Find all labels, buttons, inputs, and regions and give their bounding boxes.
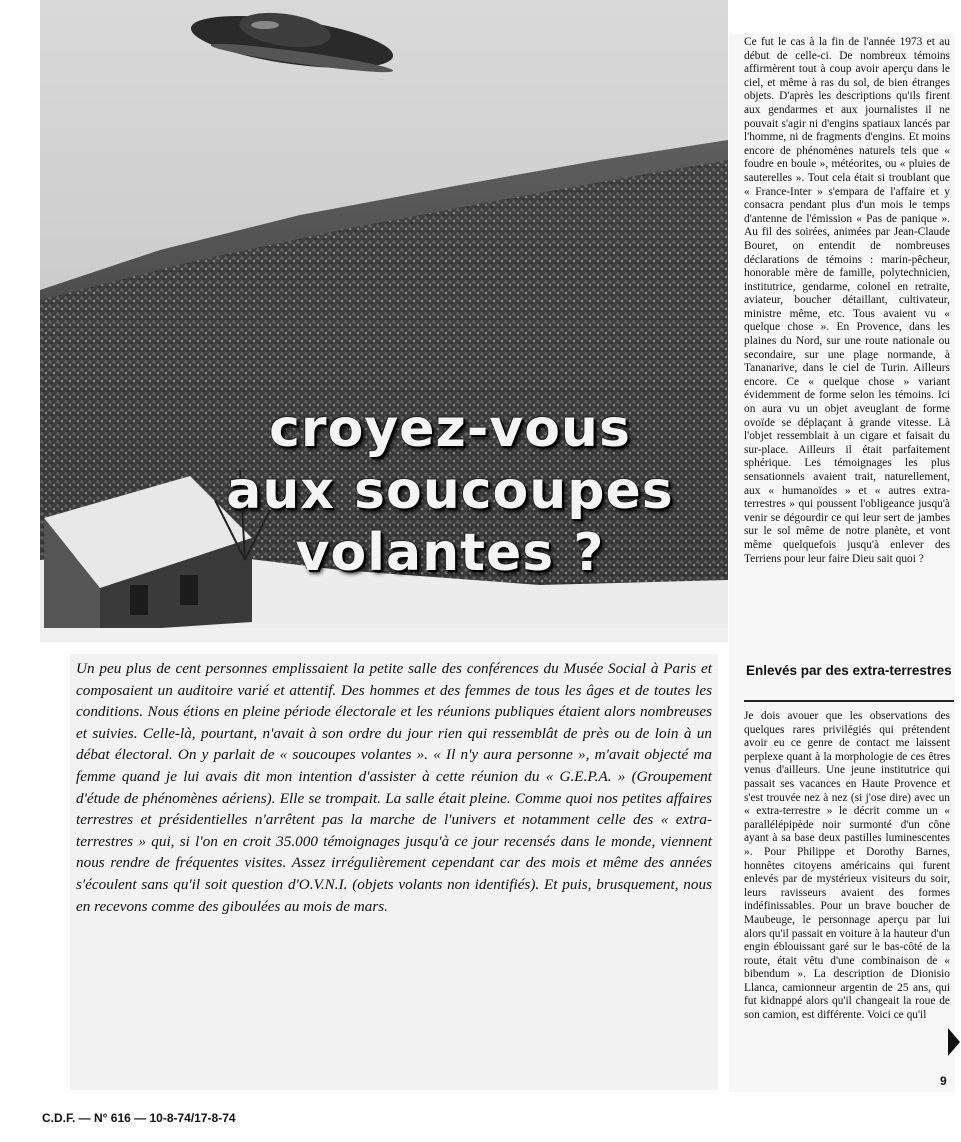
intro-paragraph: Un peu plus de cent personnes emplissaient la petite salle des conférences du Musée Social à Paris et composaient un auditoire varié et attentif. Des hommes et des femmes de tous les âges et de toutes les conditions. Nous étions en pleine période électorale et les réunions publiques étaient alors nombreuses et suivies. Celle-là, pourtant, n'avait à son ordre du jour rien qui ressemblât de près ou de loin à un débat électoral. On y parlait de « soucoupes volantes ». « Il n'y aura personne », m'avait objecté ma femme quand je lui avais dit mon intention d'assister à cette réunion du « G.E.P.A. » (Groupement d'étude de phénomènes aériens). Elle se trompait. La salle était pleine. Comme quoi nos petites affaires terrestres et présidentielles n'arrêtent pas la marche de l'univers et notamment celle des « extra-terrestres » qui, si l'on en croit 35.000 témoignages jusqu'à ce jour recensés dans le monde, viennent nous rendre de fréquentes visites. Assez irrégulièrement cependant car des mois et même des années s'écoulent sans qu'il soit question d'O.V.N.I. (objets volants non identifiés). Et puis, brusquement, nous en recevons comme des giboulées au mois de mars.: [70, 654, 718, 1090]
section-subheading: Enlevés par des extra-terrestres: [746, 663, 952, 678]
headline-line-1: croyez-vous: [269, 399, 631, 459]
article-headline: [180, 398, 720, 584]
page-number: 9: [940, 1074, 947, 1088]
headline-line-3: volantes ?: [295, 523, 605, 583]
issue-footer: C.D.F. — N° 616 — 10-8-74/17-8-74: [42, 1111, 236, 1125]
column-body-top: Ce fut le cas à la fin de l'année 1973 et au début de celle-ci. De nombreux témoins affirmèrent tout à coup avoir aperçu dans le ciel, et même à ras du sol, de bien étranges objets. D'après les descriptions qu'ils firent aux gendarmes et aux journalistes il ne pouvait s'agir ni d'engins spatiaux lancés par l'homme, ni de fragments d'engins. Et moins encore de phénomènes naturels tels que « foudre en boule », météorites, ou « pluies de sauterelles ». Tout cela était si troublant que « France-Inter » s'empara de l'affaire et y consacra pendant plus d'un mois le temps d'antenne de l'émission « Pas de panique ». Au fil des soirées, animées par Jean-Claude Bouret, on entendit de nombreuses déclarations de témoins : marin-pêcheur, honorable mère de famille, polytechnicien, institutrice, gendarme, colonel en retraite, aviateur, boucher détaillant, cultivateur, ministre même, etc. Tous avaient vu « quelque chose ». En Provence, dans les plaines du Nord, sur une route nationale ou secondaire, sur une plage normande, à Tananarive, dans le ciel de Turin. Ailleurs encore. Ce « quelque chose » variant évidemment de forme selon les témoins. Ici on aura vu un objet aveuglant de forme ovoïde se déplaçant à grande vitesse. Là l'objet ressemblait à un cigare et faisait du sur-place. Ailleurs il était parfaitement sphérique. Les témoignages les plus sensationnels avaient trait, naturellement, aux « humanoïdes » et « autres extra-terrestres » qui poussent l'obligeance jusqu'à venir se dégourdir ce qui leur sert de jambes sur le sol même de notre planète, et vont même quelquefois jusqu'à enlever des Terriens pour leur faire Dieu sait quoi ?: [744, 36, 950, 565]
headline-line-2: aux soucoupes: [226, 461, 674, 521]
continue-arrow-icon: [948, 1028, 960, 1056]
column-body-bottom: Je dois avouer que les observations des quelques rares privilégiés qui prétendent avoir eu ce genre de contact me laissent perplexe quant à la morphologie de ces êtres venus d'ailleurs. Une jeune institutrice qui passait ses vacances en Haute Provence et s'est trouvée nez à nez (si j'ose dire) avec un « extra-terrestre » le décrit comme un « parallélépipède noir surmonté d'un cône ayant à sa base deux pastilles luminescentes ». Pour Philippe et Dorothy Barnes, honnêtes citoyens américains qui furent enlevés par de mystérieux visiteurs du soir, leurs ravisseurs avaient des formes indéfinissables. Pour un brave boucher de Maubeuge, le personnage aperçu par lui alors qu'il passait en voiture à la hauteur d'un engin éblouissant garé sur le bas-côté de la route, était vêtu d'une combinaison de « bibendum ». La description de Dionisio Llanca, camionneur argentin de 25 ans, qui fut kidnappé alors qu'il changeait la roue de son camion, est différente. Voici ce qu'il: [744, 710, 950, 1022]
subheading-rule: [744, 700, 954, 702]
